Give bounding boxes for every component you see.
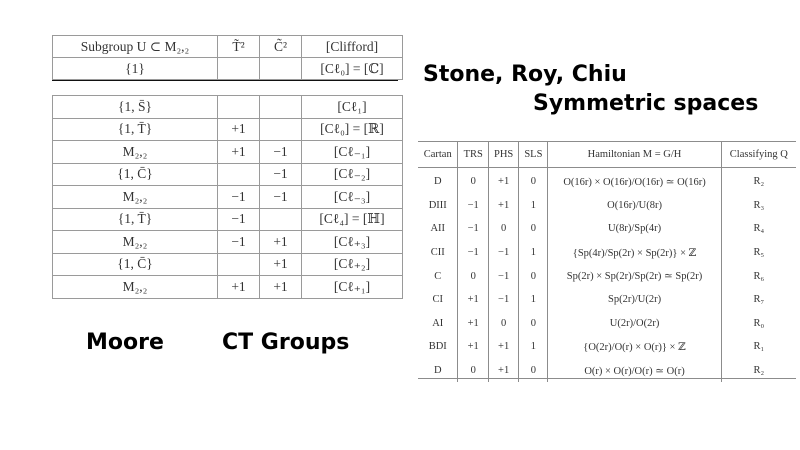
- table-cell: +1: [488, 194, 518, 218]
- column-header: SLS: [519, 142, 548, 168]
- authors-label: Stone, Roy, Chiu: [423, 62, 627, 87]
- table-cell: −1: [488, 288, 518, 312]
- table-cell: [Cℓ₊₃]: [302, 231, 403, 254]
- table-cell: [Cℓ₋₁]: [302, 141, 403, 164]
- column-header: PHS: [488, 142, 518, 168]
- table-cell: 0: [488, 312, 518, 336]
- table-row: [418, 241, 796, 265]
- table-cell: 0: [458, 264, 488, 288]
- table-cell: 0: [519, 264, 548, 288]
- table-header-row: [418, 142, 796, 168]
- table-row: [53, 276, 403, 299]
- table-cell: [218, 253, 260, 276]
- table-cell: D: [433, 365, 442, 377]
- table-row: [53, 231, 403, 254]
- table-cell: R₂: [721, 168, 796, 194]
- table-cell: CI: [432, 294, 443, 306]
- header-clifford: [Clifford]: [302, 36, 403, 58]
- symmetric-spaces-table-frame: [418, 141, 796, 379]
- table-cell: Sp(2r) × Sp(2r)/Sp(2r) ≃ Sp(2r): [548, 264, 721, 288]
- table-cell: +1: [218, 141, 260, 164]
- table-cell: [Cℓ₊₁]: [302, 276, 403, 299]
- table-cell: D: [433, 176, 442, 188]
- table-row: [418, 312, 796, 336]
- table-cell: R₅: [721, 241, 796, 265]
- table-cell: +1: [260, 253, 302, 276]
- table-cell: [260, 208, 302, 231]
- table-cell: {1, C̄}: [53, 253, 218, 276]
- table-cell: +1: [458, 312, 488, 336]
- table-cell: BDI: [428, 341, 447, 353]
- table-cell: [218, 58, 260, 80]
- table-cell: −1: [260, 186, 302, 209]
- table-cell: −1: [218, 208, 260, 231]
- table-cell: −1: [458, 241, 488, 265]
- table-row: [53, 58, 403, 80]
- table-cell: 0: [519, 168, 548, 194]
- header-t-squared: T̃²: [218, 36, 260, 58]
- table-cell: R₄: [721, 217, 796, 241]
- table-cell: [Cℓ₁]: [302, 96, 403, 119]
- table-cell: AII: [430, 223, 446, 235]
- table-row: [53, 118, 403, 141]
- table-header-row: [53, 36, 403, 58]
- table-cell: [Cℓ₊₂]: [302, 253, 403, 276]
- table-cell: CII: [430, 247, 445, 259]
- table-cell: R₇: [721, 288, 796, 312]
- moore-ct-groups-table: [52, 95, 403, 299]
- table-cell: [Cℓ₄] = [ℍ]: [302, 208, 403, 231]
- table-cell: U(2r)/O(2r): [548, 312, 721, 336]
- table-cell: +1: [458, 288, 488, 312]
- table-cell: −1: [458, 217, 488, 241]
- table-row: [53, 253, 403, 276]
- table-cell: +1: [488, 168, 518, 194]
- table-cell: 0: [458, 168, 488, 194]
- table-cell: {1}: [53, 58, 218, 80]
- table-row: [53, 186, 403, 209]
- table-cell: 1: [519, 335, 548, 359]
- table-cell: M₂,₂: [53, 276, 218, 299]
- table-cell: AI: [432, 317, 444, 329]
- symmetric-spaces-table: [418, 142, 796, 382]
- table-cell: [Cℓ₀] = [ℝ]: [302, 118, 403, 141]
- table-cell: {1, S̄}: [53, 96, 218, 119]
- table-cell: [260, 96, 302, 119]
- table-cell: M₂,₂: [53, 186, 218, 209]
- table-cell: 0: [519, 217, 548, 241]
- table-row: [418, 264, 796, 288]
- table-cell: Sp(2r)/U(2r): [548, 288, 721, 312]
- table-cell: R₆: [721, 264, 796, 288]
- table-row: [418, 168, 796, 194]
- table-cell: {1, T̄}: [53, 208, 218, 231]
- table-cell: −1: [488, 241, 518, 265]
- table-row: [418, 335, 796, 359]
- symmetric-spaces-label: Symmetric spaces: [533, 91, 759, 116]
- table-cell: +1: [218, 276, 260, 299]
- table-cell: +1: [488, 359, 518, 383]
- moore-label: Moore: [86, 330, 164, 355]
- table-row: [418, 288, 796, 312]
- table-cell: [260, 58, 302, 80]
- table-cell: +1: [260, 276, 302, 299]
- table-row: [53, 163, 403, 186]
- table-cell: {O(2r)/O(r) × O(r)} × ℤ: [548, 335, 721, 359]
- table-cell: −1: [488, 264, 518, 288]
- table-cell: 0: [519, 359, 548, 383]
- table-cell: 0: [458, 359, 488, 383]
- column-header: Classifying Q: [721, 142, 796, 168]
- table-cell: {1, C̄}: [53, 163, 218, 186]
- column-header: Hamiltonian M = G/H: [548, 142, 721, 168]
- table-row: [418, 217, 796, 241]
- table-row: [418, 194, 796, 218]
- table-cell: U(8r)/Sp(4r): [548, 217, 721, 241]
- table-cell: {1, T̄}: [53, 118, 218, 141]
- table-cell: [Cℓ₋₃]: [302, 186, 403, 209]
- table-cell: M₂,₂: [53, 141, 218, 164]
- table-cell: [260, 118, 302, 141]
- column-header: TRS: [458, 142, 488, 168]
- table-cell: R₂: [721, 359, 796, 383]
- table-divider: [52, 80, 398, 81]
- table-row: [418, 359, 796, 383]
- table-cell: 1: [519, 194, 548, 218]
- table-cell: R₀: [721, 312, 796, 336]
- header-subgroup: Subgroup U ⊂ M₂,₂: [53, 36, 218, 58]
- table-cell: [218, 163, 260, 186]
- table-cell: O(16r) × O(16r)/O(16r) ≃ O(16r): [548, 168, 721, 194]
- table-cell: −1: [260, 141, 302, 164]
- table-cell: −1: [218, 186, 260, 209]
- table-cell: [Cℓ₀] = [ℂ]: [302, 58, 403, 80]
- table-cell: O(16r)/U(8r): [548, 194, 721, 218]
- header-c-squared: C̃²: [260, 36, 302, 58]
- table-cell: 1: [519, 288, 548, 312]
- table-cell: {Sp(4r)/Sp(2r) × Sp(2r)} × ℤ: [548, 241, 721, 265]
- table-cell: C: [434, 270, 442, 282]
- table-row: [53, 208, 403, 231]
- table-cell: M₂,₂: [53, 231, 218, 254]
- table-cell: −1: [458, 194, 488, 218]
- table-cell: −1: [260, 163, 302, 186]
- ct-groups-label: CT Groups: [222, 330, 350, 355]
- moore-header-table: [52, 35, 403, 80]
- column-header: Cartan: [418, 142, 458, 168]
- table-cell: R₃: [721, 194, 796, 218]
- table-row: [53, 141, 403, 164]
- table-row: [53, 96, 403, 119]
- table-cell: +1: [488, 335, 518, 359]
- table-cell: [218, 96, 260, 119]
- table-cell: DIII: [428, 199, 447, 211]
- table-cell: 0: [488, 217, 518, 241]
- table-cell: 0: [519, 312, 548, 336]
- table-cell: +1: [458, 335, 488, 359]
- table-cell: +1: [260, 231, 302, 254]
- table-cell: [Cℓ₋₂]: [302, 163, 403, 186]
- table-cell: −1: [218, 231, 260, 254]
- table-cell: O(r) × O(r)/O(r) ≃ O(r): [548, 359, 721, 383]
- table-cell: R₁: [721, 335, 796, 359]
- table-cell: +1: [218, 118, 260, 141]
- table-cell: 1: [519, 241, 548, 265]
